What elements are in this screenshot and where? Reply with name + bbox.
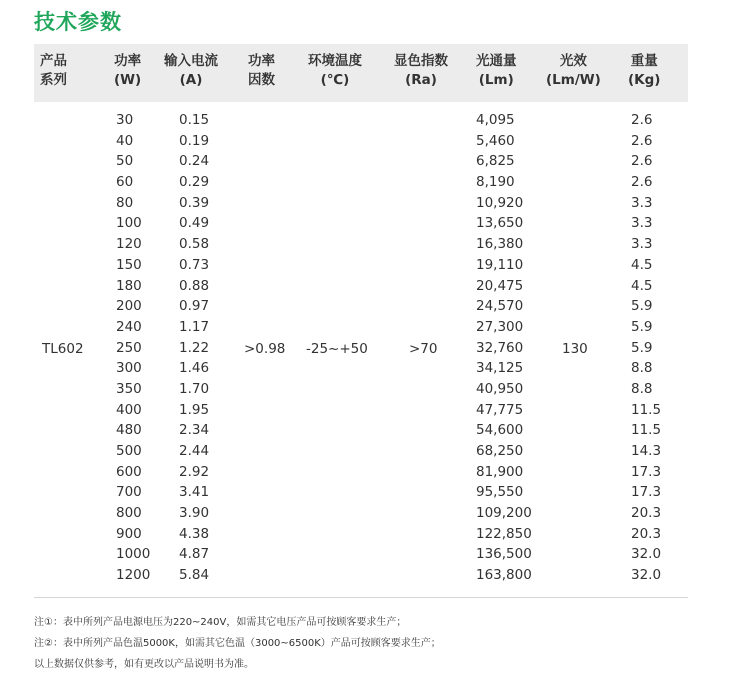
power-cell: 600 xyxy=(116,463,142,480)
flux-cell: 40,950 xyxy=(476,380,524,397)
spec-table xyxy=(34,44,688,598)
header-power: 功率 (W) xyxy=(114,53,142,88)
header-series: 产品 系列 xyxy=(40,53,67,88)
current-cell: 2.44 xyxy=(179,443,210,459)
current-cell: 0.24 xyxy=(179,153,210,170)
flux-cell: 13,650 xyxy=(476,215,524,232)
power-cell: 80 xyxy=(116,194,134,211)
weight-cell: 5.9 xyxy=(631,339,653,356)
power-cell: 250 xyxy=(116,339,142,356)
weight-cell: 8.8 xyxy=(631,380,653,397)
weight-cell: 32.0 xyxy=(631,546,662,563)
current-cell: 1.95 xyxy=(179,401,210,418)
weight-cell: 3.3 xyxy=(631,236,653,253)
ambient-temp-value: -25~+50 xyxy=(306,341,368,357)
power-cell: 150 xyxy=(116,256,142,273)
power-cell: 350 xyxy=(116,380,142,397)
weight-cell: 17.3 xyxy=(631,484,662,501)
weight-cell: 20.3 xyxy=(631,525,662,542)
flux-cell: 109,200 xyxy=(476,505,532,522)
flux-cell: 6,825 xyxy=(476,153,515,170)
weight-cell: 5.9 xyxy=(631,318,653,335)
weight-cell: 3.3 xyxy=(631,215,653,232)
power-cell: 200 xyxy=(116,298,142,315)
flux-cell: 27,300 xyxy=(476,318,524,335)
flux-cell: 81,900 xyxy=(476,463,524,480)
power-cell: 60 xyxy=(116,174,134,191)
flux-cell: 16,380 xyxy=(476,236,524,253)
current-cell: 1.70 xyxy=(179,380,210,397)
flux-cell: 68,250 xyxy=(476,443,524,459)
flux-cell: 47,775 xyxy=(476,401,524,418)
current-cell: 2.34 xyxy=(179,422,210,439)
power-cell: 480 xyxy=(116,422,142,439)
header-cri: 显色指数 (Ra) xyxy=(394,53,448,88)
current-cell: 0.58 xyxy=(179,236,210,253)
power-cell: 800 xyxy=(116,505,142,522)
weight-cell: 32.0 xyxy=(631,567,662,584)
current-cell: 0.29 xyxy=(179,174,210,191)
current-cell: 0.97 xyxy=(179,298,210,315)
header-ambient-temp: 环境温度 (℃) xyxy=(308,53,362,88)
current-cell: 0.39 xyxy=(179,194,210,211)
current-cell: 2.92 xyxy=(179,463,210,480)
flux-cell: 163,800 xyxy=(476,567,532,584)
current-cell: 3.90 xyxy=(179,505,210,522)
weight-cell: 17.3 xyxy=(631,463,662,480)
current-cell: 3.41 xyxy=(179,484,210,501)
flux-cell: 122,850 xyxy=(476,525,532,542)
weight-cell: 2.6 xyxy=(631,153,653,170)
current-cell: 1.46 xyxy=(179,360,210,377)
header-power-factor: 功率 因数 xyxy=(248,53,275,88)
power-cell: 180 xyxy=(116,277,142,294)
power-cell: 400 xyxy=(116,401,142,418)
weight-cell: 20.3 xyxy=(631,505,662,522)
weight-cell: 11.5 xyxy=(631,422,662,439)
column-current xyxy=(179,110,209,586)
current-cell: 4.38 xyxy=(179,525,210,542)
current-cell: 1.22 xyxy=(179,339,210,356)
power-cell: 120 xyxy=(116,236,142,253)
weight-cell: 3.3 xyxy=(631,194,653,211)
power-cell: 50 xyxy=(116,153,134,170)
power-cell: 1200 xyxy=(116,567,151,584)
weight-cell: 8.8 xyxy=(631,360,653,377)
weight-cell: 11.5 xyxy=(631,401,662,418)
header-efficacy: 光效 (Lm/W) xyxy=(546,53,601,88)
power-cell: 1000 xyxy=(116,546,151,563)
current-cell: 5.84 xyxy=(179,567,210,584)
series-value: TL602 xyxy=(42,341,84,357)
header-current: 输入电流 (A) xyxy=(164,53,218,88)
flux-cell: 32,760 xyxy=(476,339,524,356)
current-cell: 1.17 xyxy=(179,318,210,335)
current-cell: 0.49 xyxy=(179,215,210,232)
weight-cell: 4.5 xyxy=(631,256,653,273)
column-luminous-flux xyxy=(476,110,532,586)
flux-cell: 54,600 xyxy=(476,422,524,439)
current-cell: 0.88 xyxy=(179,277,210,294)
notes xyxy=(34,612,441,675)
table-body xyxy=(34,102,688,598)
power-cell: 300 xyxy=(116,360,142,377)
current-cell: 4.87 xyxy=(179,546,210,563)
power-cell: 700 xyxy=(116,484,142,501)
weight-cell: 2.6 xyxy=(631,132,653,149)
table-bottom-rule xyxy=(34,597,688,598)
flux-cell: 20,475 xyxy=(476,277,524,294)
note-2: 注②：表中所列产品色温5000K，如需其它色温（3000~6500K）产品可按顾客要求生产； xyxy=(34,638,441,649)
flux-cell: 8,190 xyxy=(476,174,515,191)
weight-cell: 2.6 xyxy=(631,112,653,128)
cri-value: >70 xyxy=(409,341,438,357)
flux-cell: 136,500 xyxy=(476,546,532,563)
flux-cell: 19,110 xyxy=(476,256,524,273)
current-cell: 0.15 xyxy=(179,112,210,128)
current-cell: 0.73 xyxy=(179,256,210,273)
note-1: 注①：表中所列产品电源电压为220~240V，如需其它电压产品可按顾客要求生产； xyxy=(34,617,407,628)
weight-cell: 2.6 xyxy=(631,174,653,191)
power-cell: 240 xyxy=(116,318,142,335)
weight-cell: 5.9 xyxy=(631,298,653,315)
header-luminous-flux: 光通量 (Lm) xyxy=(476,53,517,88)
weight-cell: 4.5 xyxy=(631,277,653,294)
table-header xyxy=(34,44,688,102)
flux-cell: 5,460 xyxy=(476,132,515,149)
flux-cell: 10,920 xyxy=(476,194,524,211)
flux-cell: 95,550 xyxy=(476,484,524,501)
power-cell: 500 xyxy=(116,443,142,459)
efficacy-value: 130 xyxy=(562,341,588,357)
header-weight: 重量 (Kg) xyxy=(628,53,661,88)
flux-cell: 34,125 xyxy=(476,360,524,377)
power-cell: 30 xyxy=(116,112,134,128)
page-title: 技术参数 xyxy=(34,10,122,34)
power-cell: 900 xyxy=(116,525,142,542)
flux-cell: 24,570 xyxy=(476,298,524,315)
note-3: 以上数据仅供参考，如有更改以产品说明书为准。 xyxy=(34,659,254,670)
power-cell: 40 xyxy=(116,132,134,149)
power-cell: 100 xyxy=(116,215,142,232)
power-factor-value: >0.98 xyxy=(244,341,286,357)
weight-cell: 14.3 xyxy=(631,443,662,459)
column-weight xyxy=(631,110,661,586)
column-power xyxy=(116,110,150,586)
flux-cell: 4,095 xyxy=(476,112,515,128)
current-cell: 0.19 xyxy=(179,132,210,149)
